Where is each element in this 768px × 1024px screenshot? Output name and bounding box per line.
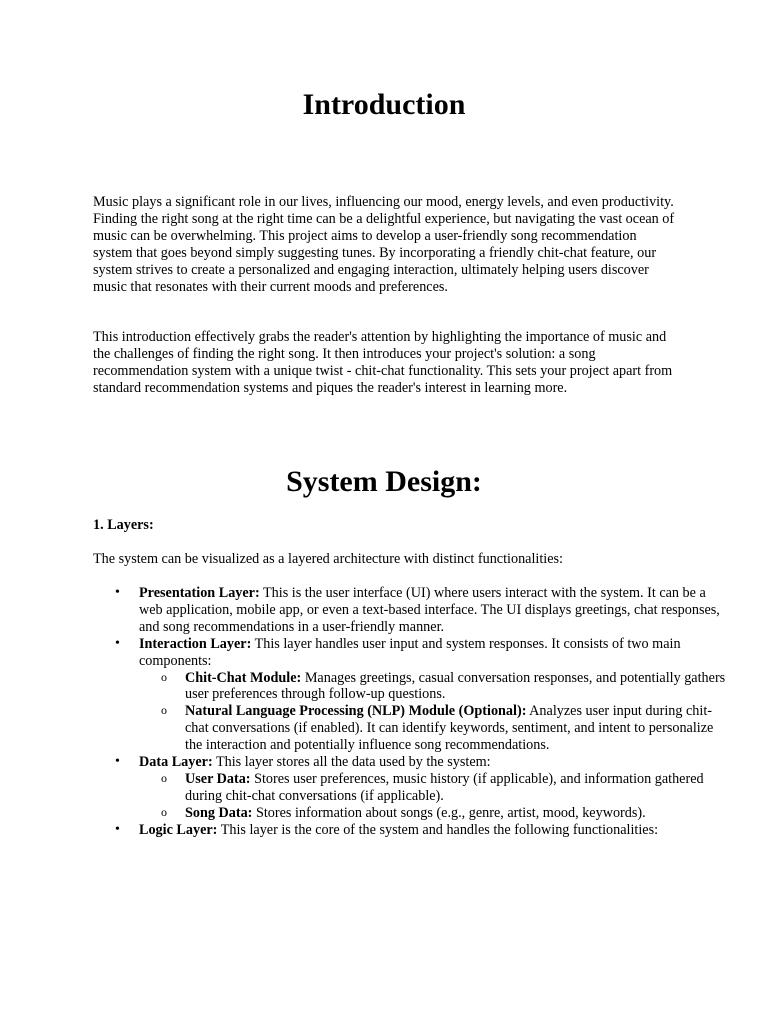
sublist-item-title: Chit-Chat Module:: [185, 669, 302, 686]
sublist-item-title: Song Data:: [185, 804, 253, 821]
introduction-paragraph-2: This introduction effectively grabs the reader's attention by highlighting the importance of music and the challenges of finding the right song. It then introduces your project's solution: a song recommendation system with a unique twist - chit-chat functionality. This sets your project apart from standard recommendation systems and piques the reader's interest in learning more.: [93, 329, 673, 396]
interaction-sublist: [139, 670, 729, 755]
sublist-item-nlp-module: [185, 703, 729, 754]
list-item-data-layer: [139, 754, 729, 822]
list-item-title: Interaction Layer:: [139, 635, 252, 652]
data-sublist: [139, 771, 729, 822]
sublist-item-chit-chat-module: [185, 670, 729, 704]
layers-subheading: 1. Layers:: [93, 517, 154, 533]
list-item-text: This layer stores all the data used by the system:: [212, 754, 491, 771]
sublist-item-title: User Data:: [185, 770, 251, 787]
sublist-item-user-data: [185, 771, 729, 805]
list-item-presentation-layer: [139, 585, 729, 636]
list-item-interaction-layer: [139, 636, 729, 754]
layers-list: [93, 585, 729, 839]
sublist-item-text: Analyzes user input during chit-chat conversations (if enabled). It can identify keywords, sentiment, and intent to personalize the interaction and potentially influence song recommendations.: [185, 703, 714, 754]
sublist-item-song-data: [185, 805, 729, 822]
list-item-text: This layer handles user input and system responses. It consists of two main components:: [139, 635, 681, 669]
list-item-title: Logic Layer:: [139, 821, 218, 838]
introduction-heading: Introduction: [302, 88, 466, 121]
system-design-heading: System Design:: [286, 465, 482, 498]
system-design-intro: The system can be visualized as a layered architecture with distinct functionalities:: [93, 551, 563, 567]
list-item-title: Presentation Layer:: [139, 585, 260, 601]
introduction-paragraph-1: Music plays a significant role in our lives, influencing our mood, energy levels, and even productivity. Finding the right song at the right time can be a delightful experience, but navigating the vast ocean of music can be overwhelming. This project aims to develop a user-friendly song recommendation system that goes beyond simply suggesting tunes. By incorporating a friendly chit-chat feature, our system strives to create a personalized and engaging interaction, ultimately helping users discover music that resonates with their current moods and preferences.: [93, 194, 675, 295]
list-item-text: This layer is the core of the system and handles the following functionalities:: [217, 821, 659, 838]
list-item-title: Data Layer:: [139, 754, 213, 771]
sublist-item-text: Manages greetings, casual conversation responses, and potentially gathers user preferences through follow-up questions.: [185, 669, 726, 703]
list-item-text: This is the user interface (UI) where users interact with the system. It can be a web application, mobile app, or even a text-based interface. The UI displays greetings, chat responses, and song recommendations in a user-friendly manner.: [139, 585, 720, 635]
sublist-item-text: Stores information about songs (e.g., genre, artist, mood, keywords).: [252, 804, 646, 821]
list-item-logic-layer: [139, 822, 729, 839]
sublist-item-title: Natural Language Processing (NLP) Module (Optional):: [185, 703, 527, 720]
sublist-item-text: Stores user preferences, music history (if applicable), and information gathered during chit-chat conversations (if applicable).: [185, 770, 704, 804]
